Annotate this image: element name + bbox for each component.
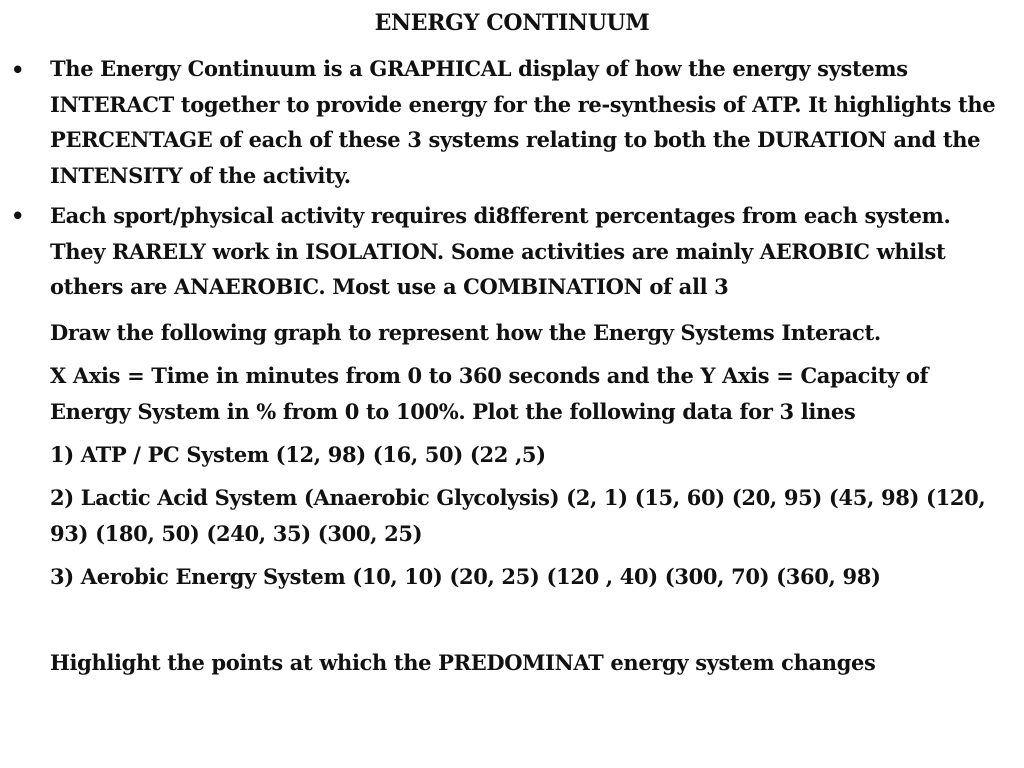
data-line-lactic-acid: 2) Lactic Acid System (Anaerobic Glycolysis) (2, 1) (15, 60) (20, 95) (45, 98) (120, 93) (180, 50) (240, 35) (300, 25) (50, 485, 986, 546)
instruction-draw-graph: Draw the following graph to represent how the Energy Systems Interact. (50, 320, 881, 345)
bullet-marker: • (11, 204, 25, 228)
bullet-paragraph-continuum: The Energy Continuum is a GRAPHICAL display of how the energy systems INTERACT together to provide energy for the re-synthesis of ATP. It highlights the PERCENTAGE of each of these 3 systems relating to both the DURATION and the INTENSITY of the activity. (50, 56, 996, 188)
data-line-aerobic: 3) Aerobic Energy System (10, 10) (20, 25) (120 , 40) (300, 70) (360, 98) (50, 564, 881, 589)
axes-description: X Axis = Time in minutes from 0 to 360 seconds and the Y Axis = Capacity of Energy System in % from 0 to 100%. Plot the following data for 3 lines (50, 363, 929, 424)
bullet-paragraph-activities: Each sport/physical activity requires di8fferent percentages from each system. They RARELY work in ISOLATION. Some activities are mainly AEROBIC whilst others are ANAEROBIC. Most use a COMBINATION of all 3 (50, 203, 951, 299)
bullet-marker: • (11, 58, 25, 82)
final-instruction: Highlight the points at which the PREDOMINAT energy system changes (50, 650, 876, 675)
data-line-atp-pc: 1) ATP / PC System (12, 98) (16, 50) (22 ,5) (50, 442, 546, 467)
slide-title: ENERGY CONTINUUM (374, 10, 650, 36)
